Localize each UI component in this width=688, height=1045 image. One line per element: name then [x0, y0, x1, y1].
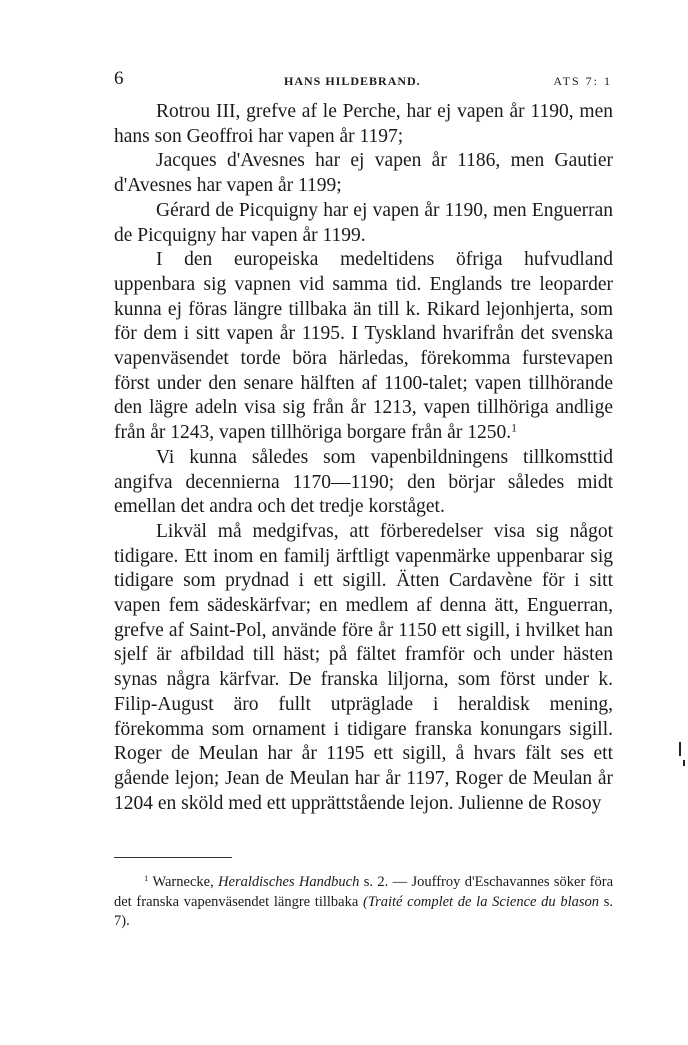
footnote-reference: 1: [511, 421, 517, 435]
footnote-text: [114, 873, 613, 932]
footnote-divider: [114, 857, 232, 858]
body-text: [114, 100, 613, 816]
footnote: [114, 873, 613, 932]
paragraph: Gérard de Picquigny har ej vapen år 1190, men Enguerran de Picquigny har vapen år 1199.: [114, 199, 613, 246]
footnote-marker: 1: [144, 873, 149, 884]
running-head: HANS HILDEBRAND.: [284, 74, 421, 88]
footnote-body: s. 2. — Jouffroy d'Eschavannes söker föra det franska vapenväsendet längre tillbaka: [114, 874, 613, 910]
paragraph: Vi kunna således som vapenbildningens tillkomsttid angifva decennierna 1170—1190; den börjar således midt emellan det andra och det tredje korståget.: [114, 446, 613, 518]
series-reference: ATS 7: 1: [553, 74, 612, 88]
paragraph: [114, 248, 613, 446]
paragraph-text: I den europeiska medeltidens öfriga hufvudland uppenbara sig vapnen vid samma tid. Englands tre leoparder kunna ej föras längre tillbaka än till k. Rikard lejonhjerta, som för dem i sitt vapen år 1195. I Tyskland hvarifrån det svenska vapenväsendet torde böra härledas, förekomma furstevapen först under den senare hälften af 1100-talet; vapen tillhörande den lägre adeln visa sig från år 1213, vapen tillhöriga andlige från år 1243, vapen tillhöriga borgare från år 1250.: [114, 249, 613, 444]
scan-mark: [679, 742, 681, 756]
footnote-title: (Traité complet de la Science du blason: [363, 893, 600, 910]
page-number: 6: [114, 68, 124, 89]
footnote-author: Warnecke,: [152, 874, 214, 890]
paragraph: Likväl må medgifvas, att förberedelser visa sig något tidigare. Ett inom en familj ärftligt vapenmärke uppenbarar sig tidigare som prydnad i ett sigill. Ätten Cardavène för i sitt vapen fem sädeskärfvar; en medlem af denna ätt, Enguerran, grefve af Saint-Pol, använde före år 1150 ett sigill, i hvilket han sjelf är afbildad till häst; på fältet framför och under hästen synas några kärfvar. De franska liljorna, som först under k. Filip-August äro fullt utpräglade i heraldisk mening, förekomma som ornament i tidigare franska konungars sigill. Roger de Meulan har år 1195 ett sigill, å hvars fält ses ett gående lejon; Jean de Meulan har år 1197, Roger de Meulan år 1204 en sköld med ett upprättstående lejon. Julienne de Rosoy: [114, 520, 613, 814]
scan-mark: [683, 760, 685, 766]
page-header: [114, 68, 614, 92]
paragraph: Jacques d'Avesnes har ej vapen år 1186, men Gautier d'Avesnes har vapen år 1199;: [114, 150, 613, 197]
paragraph: Rotrou III, grefve af le Perche, har ej vapen år 1190, men hans son Geoffroi har vapen år 1197;: [114, 101, 613, 147]
footnote-title: Heraldisches Handbuch: [218, 874, 360, 890]
footnote-page: s. 7).: [114, 893, 614, 929]
